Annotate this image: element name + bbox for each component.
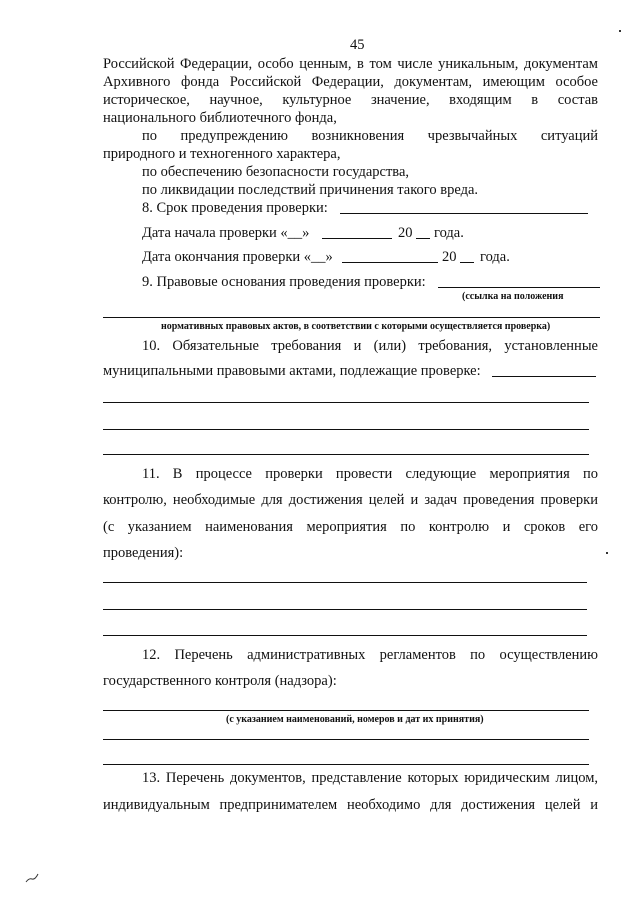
end-date-year-prefix: 20	[442, 249, 457, 265]
item10-blank-1[interactable]	[492, 376, 596, 377]
item12-blank-1[interactable]	[103, 710, 589, 711]
item9-blank-2[interactable]	[103, 317, 600, 318]
page-number: 45	[350, 37, 365, 53]
item11-line-1: 11. В процессе проверки провести следующие мероприятия по	[142, 466, 598, 482]
item13-line-2: индивидуальным предпринимателем необходимо для достижения целей и	[103, 797, 598, 813]
end-date-year-blank[interactable]	[460, 262, 474, 263]
intro-line-2: Архивного фонда Российской Федерации, документам, имеющим особое	[103, 74, 598, 90]
intro-line-8: по ликвидации последствий причинения такого вреда.	[142, 182, 479, 198]
intro-line-7: по обеспечению безопасности государства,	[142, 164, 410, 180]
item8-blank[interactable]	[340, 213, 588, 214]
end-date-label: Дата окончания проверки «__»	[142, 249, 333, 265]
start-date-year-suffix: года.	[434, 225, 464, 241]
start-date-year-prefix: 20	[398, 225, 413, 241]
item10-blank-3[interactable]	[103, 429, 589, 430]
item12-hint: (с указанием наименований, номеров и дат их принятия)	[226, 714, 484, 725]
start-date-label: Дата начала проверки «__»	[142, 225, 310, 241]
start-date-year-blank[interactable]	[416, 238, 430, 239]
item9-label: 9. Правовые основания проведения проверки:	[142, 274, 426, 290]
item10-blank-2[interactable]	[103, 402, 589, 403]
intro-line-6: природного и техногенного характера,	[103, 146, 341, 162]
item11-line-2: контролю, необходимые для достижения целей и задач проведения проверки	[103, 492, 598, 508]
item12-blank-2[interactable]	[103, 739, 589, 740]
item10-blank-4[interactable]	[103, 454, 589, 455]
intro-line-5: по предупреждению возникновения чрезвычайных ситуаций	[142, 128, 598, 144]
item9-hint-1: (ссылка на положения	[462, 291, 564, 302]
scan-speck-top-right	[619, 30, 621, 32]
start-date-month-blank[interactable]	[322, 238, 392, 239]
item13-line-1: 13. Перечень документов, представление которых юридическим лицом,	[142, 770, 598, 786]
intro-line-4: национального библиотечного фонда,	[103, 110, 337, 126]
item11-line-3: (с указанием наименования мероприятия по контролю и сроков его	[103, 519, 598, 535]
item12-line-2: государственного контроля (надзора):	[103, 673, 337, 689]
end-date-month-blank[interactable]	[342, 262, 438, 263]
item9-blank-1[interactable]	[438, 287, 600, 288]
item12-blank-3[interactable]	[103, 764, 589, 765]
scan-speck-right	[606, 552, 608, 554]
intro-line-3: историческое, научное, культурное значение, входящим в состав	[103, 92, 598, 108]
intro-line-1: Российской Федерации, особо ценным, в том числе уникальным, документам	[103, 56, 598, 72]
item11-blank-1[interactable]	[103, 582, 587, 583]
scan-scribble-bottom-left	[24, 872, 40, 884]
end-date-year-suffix: года.	[480, 249, 510, 265]
item10-line-1: 10. Обязательные требования и (или) требования, установленные	[142, 338, 598, 354]
item11-blank-2[interactable]	[103, 609, 587, 610]
item8-label: 8. Срок проведения проверки:	[142, 200, 328, 216]
item9-hint-2: нормативных правовых актов, в соответствии с которыми осуществляется проверка)	[161, 321, 551, 332]
item11-line-4: проведения):	[103, 545, 184, 561]
item12-line-1: 12. Перечень административных регламентов по осуществлению	[142, 647, 598, 663]
item11-blank-3[interactable]	[103, 635, 587, 636]
item10-line-2: муниципальными правовыми актами, подлежащие проверке:	[103, 363, 481, 379]
